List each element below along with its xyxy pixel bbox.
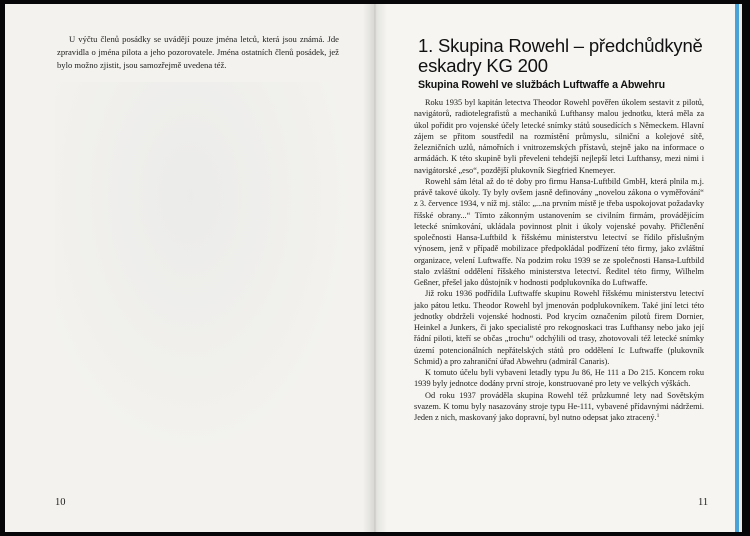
body-paragraph: Již roku 1936 podřídila Luftwaffe skupinu Rowehl říšskému ministerstvu letectví jako pátou letku. Theodor Rowehl byl jmenován podplukovníkem. Také jiní letci této jednotky obdrželi vojenské hodnosti. Pod krycím označením pilotů firem Dornier, Heinkel a Junkers, či jako specialisté pro rekognoskaci tras Lufthansy nebo jako její řádní piloti, kteří se občas „trochu“ odchýlili od trasy, zhotovovali též letecké snímky území potencionálních nepřátelských států pro oddělení Ic Luftwaffe (plukovník Schmid) a pro zahraniční úřad Abwehru (admirál Canaris). <box>414 289 704 366</box>
bleed-through-shadow <box>55 82 355 462</box>
section-title: Skupina Rowehl ve službách Luftwaffe a Abwehru <box>418 79 665 91</box>
left-page <box>5 4 375 532</box>
page-block-edge <box>739 4 742 532</box>
right-page <box>375 4 740 532</box>
body-paragraph-last <box>414 390 704 424</box>
book-spread <box>5 4 740 532</box>
body-paragraph-text: Od roku 1937 prováděla skupina Rowehl též průzkumné lety nad Sovětským svazem. K tomu byly nasazovány stroje typu He-111, vybavené přídavnými nádržemi. Jeden z nich, maskovaný jako dopravní, byl nutno odepsat jako ztracený. <box>414 390 704 422</box>
chapter-body <box>414 97 704 423</box>
footnote-reference: 1 <box>656 413 660 419</box>
page-number-right: 11 <box>698 497 709 508</box>
body-paragraph: Rowehl sám létal až do té doby pro firmu Hansa-Luftbild GmbH, která plnila m.j. právě takové úkoly. Ty byly ovšem jasně definovány „novelou zákona o vyměřování“ z 3. července 1934, v níž mj. stálo: „...na prvním místě je třeba uspokojovat požadavky říšské obrany...“ Tímto zákonným ustanovením se civilním firmám, provádějícím letecké snímkování, ukládala povinnost plnit i úkoly vojenské povahy. Přičlenění společnosti Hansa-Luftbild k říšskému ministerstvu letectví se řídilo příslušným výnosem, jenž v případě mobilizace předpokládal podřízení této firmy, jako zvláštní organizace, velení Luftwaffe. Na podzim roku 1939 se ze společnosti Hansa-Luftbild stalo zvláštní oddělení říšského ministerstva letectví. Ředitel této firmy, Wilhelm Geßner, přešel jako důstojník v hodnosti podplukovníka do Luftwaffe. <box>414 176 704 287</box>
body-paragraph: Roku 1935 byl kapitán letectva Theodor Rowehl pověřen úkolem sestavit z pilotů, navigátorů, radiotelegrafistů a mechaniků Lufthansy malou jednotku, která měla za úkol pořídit pro vojenské účely letecké snímky států sousedících s Německem. Hlavní zájem se přitom soustředil na rozmístění průmyslu, silniční a kolejové sítě, železničních uzlů, námořních i vnitrozemských přístavů, stejně jako na informace o armádách. K této skupině byli převeleni tehdejší nejlepší letci Lufthansy, mezi nimi i navigátorské „eso“, pozdější plukovník Siegfried Knemeyer. <box>414 98 704 175</box>
chapter-title: 1. Skupina Rowehl – předchůdkyně eskadry KG 200 <box>418 35 703 76</box>
left-page-text: U výčtu členů posádky se uvádějí pouze jména letců, která jsou známá. Jde zpravidla o jména pilota a jeho pozorovatele. Jména ostatních členů posádek, jež bylo možno zjistit, jsou samozřejmě uvedena též. <box>57 34 339 71</box>
page-number-left: 10 <box>55 497 66 508</box>
body-paragraph: K tomuto účelu byli vybaveni letadly typu Ju 86, He 111 a Do 215. Koncem roku 1939 byly jednotce dodány první stroje, konstruované pro lety ve velkých výškách. <box>414 368 704 389</box>
